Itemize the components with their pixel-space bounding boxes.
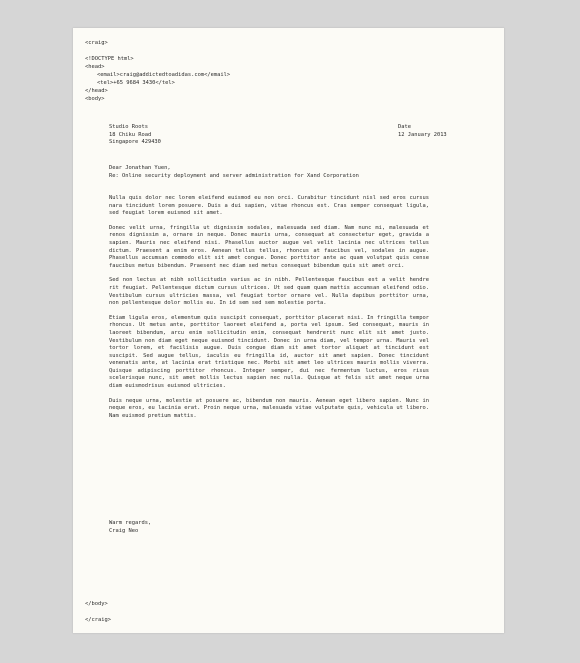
- signoff-block: [109, 520, 429, 535]
- date-label: Date: [398, 124, 411, 130]
- body-paragraph: Etiam ligula eros, elementum quis suscipit consequat, porttitor placerat nisi. In fringilla tempor rhoncus. Ut metus ante, porttitor laoreet eleifend a, porta vel ipsum. Sed consequat, mauris in laoreet bibendum, arcu enim sollicitudin enim, consequat hendrerit nunc elit sit amet justo. Vestibulum non diam eget neque euismod tincidunt. Donec in urna diam, vel tempor urna. Mauris vel tortor lorem, et facilisis augue. Duis congue diam sit amet tortor aliquet at tincidunt est suscipit. Sed augue tellus, iaculis eu fringilla id, auctor sit amet sapien. Donec tincidunt venenatis ante, at lacinia erat tristique nec. Morbi sit amet leo ultrices mauris mollis viverra. Quisque adipiscing porttitor rhoncus. Integer semper, dui nec fermentum luctus, eros risus scelerisque nunc, sit amet mollis lectus sapien nec nulla. Quisque at felis sit amet neque urna diam euismodrisus euismod ultricies.: [109, 314, 429, 390]
- sender-line: Singapore 429430: [109, 139, 161, 146]
- root-close-tag: </craig>: [85, 617, 111, 623]
- letter-page: [73, 28, 504, 633]
- doctype-tag: <!DOCTYPE html>: [85, 56, 134, 62]
- head-close-tag: </head>: [85, 88, 108, 94]
- salutation: Dear Jonathan Yuen,: [109, 165, 171, 171]
- body-open-tag: <body>: [85, 96, 105, 102]
- salutation-block: [109, 165, 429, 180]
- body-paragraph: Donec velit urna, fringilla ut dignissim sodales, malesuada sed diam. Nam nunc mi, malesuada et renos dignissim a, ornare in neque. Donec mauris urna, consequat at consectetur eget, gravida a sapien. Mauris nec eleifend nisi. Phasellus auctor augue vel velit lacinia nec ultrices tellus dictum. Praesent a enim eros. Aenean tellus tellus, rhoncus at faucibus vel, sodales in augue. Phasellus accumsan commodo elit sit amet congue. Donec porttitor ante ac quam volutpat quis cense faucibus metus bibendum. Praesent nec diam sed metus consequat bibendum quis sit amet orci.: [109, 224, 429, 269]
- sender-line: 18 Chiku Road: [109, 131, 152, 138]
- body-paragraph: Duis neque urna, molestie at posuere ac, bibendum non mauris. Aenean eget libero sapien. Nunc in neque eros, eu lacinia erat. Proin neque urna, malesuada vitae vulputate quis, vehicula ut libero. Nam euismod pretium mattis.: [109, 397, 429, 419]
- email-tag: <email>craig@addictedtoadidas.com</email>: [97, 72, 231, 78]
- tel-tag: <tel>+65 9684 3430</tel>: [97, 80, 175, 86]
- sender-address: [109, 124, 429, 147]
- subject-line: Re: Online security deployment and server administration for Xand Corporation: [109, 172, 359, 179]
- body-paragraph: Sed non lectus at nibh sollicitudin varius ac in nibh. Pellentesque faucibus est a velit hendre rit feugiat. Pellentesque dictum cursus ultrices. Ut sed quam quam mattis accumsan eleifend odio. Vestibulum cursus ultricies massa, vel feugiat tortor ornare vel. Nulla dapibus porttitor urna, non pellentesque dolor mollis eu. In id sem sed sem molestie porta.: [109, 277, 429, 307]
- signature-name: Craig Neo: [109, 527, 139, 534]
- body-close-tag: </body>: [85, 601, 108, 607]
- head-open-tag: <head>: [85, 64, 105, 70]
- date-block: [398, 124, 447, 139]
- sender-line: Studio Roots: [109, 124, 148, 130]
- root-open-tag: <craig>: [85, 40, 108, 46]
- closing: Warm regards,: [109, 520, 152, 526]
- body-paragraph: Nulla quis dolor nec lorem eleifend euismod eu non orci. Curabitur tincidunt nisl sed eros cursus nara tincidunt lorem posuere. Duis a dui sapien, vitae rhoncus est. Cras semper consequat ligula, sed feugiat lorem euismod sit amet.: [109, 195, 429, 217]
- date-value: 12 January 2013: [398, 131, 447, 138]
- letter-body: [109, 195, 429, 420]
